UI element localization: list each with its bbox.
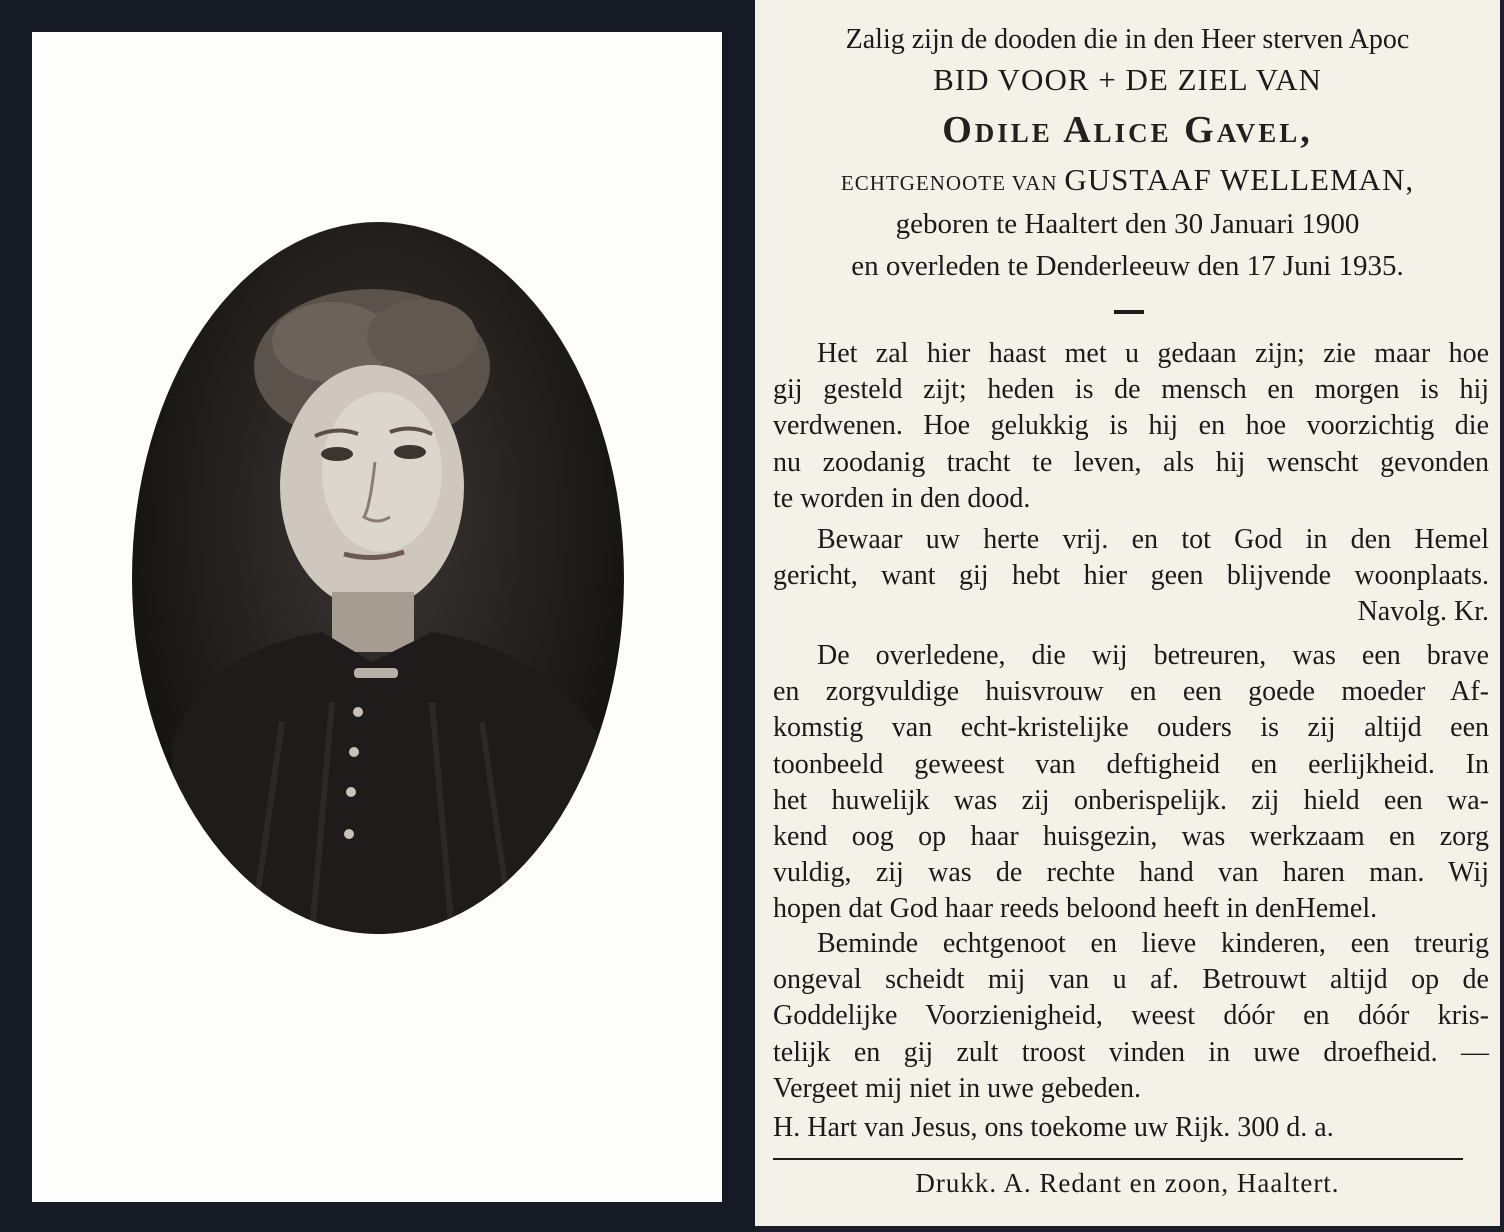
- portrait-mount: [32, 32, 722, 1202]
- closing-prayer: H. Hart van Jesus, ons toekome uw Rijk. 300 d. a.: [773, 1112, 1334, 1143]
- text-line: toonbeeld geweest van deftigheid en eerlijkheid. In: [773, 748, 1489, 780]
- text-line: hopen dat God haar reeds beloond heeft in denHemel.: [773, 893, 1378, 925]
- spouse-prefix: ECHTGENOOTE VAN: [840, 171, 1058, 195]
- quote-source: Navolg. Kr.: [1357, 596, 1489, 628]
- printer-credit: Drukk. A. Redant en zoon, Haaltert.: [915, 1168, 1340, 1198]
- text-line: gij gesteld zijt; heden is de mensch en morgen is hij: [773, 374, 1489, 406]
- text-line: gericht, want gij hebt hier geen blijvende woonplaats.: [773, 560, 1489, 592]
- text-line: Vergeet mij niet in uwe gebeden.: [773, 1072, 1142, 1104]
- text-line: ongeval scheidt mij van u af. Betrouwt altijd op de: [773, 964, 1489, 996]
- portrait-photo-image: [132, 222, 624, 934]
- card-border-bottom: [755, 1226, 1504, 1232]
- spouse-name: GUSTAAF WELLEMAN,: [1064, 162, 1415, 197]
- text-line: het huwelijk was zij onberispelijk. zij hield een wa-: [773, 784, 1489, 816]
- text-line: Beminde echtgenoot en lieve kinderen, een treurig: [817, 928, 1489, 959]
- text-line: Bewaar uw herte vrij. en tot God in den Hemel: [817, 524, 1489, 555]
- text-line: te worden in den dood.: [773, 482, 1031, 514]
- horizontal-rule: [773, 1158, 1463, 1160]
- memorial-text-card: [755, 0, 1504, 1232]
- portrait-photo: [132, 222, 624, 934]
- text-line: De overledene, die wij betreuren, was een brave: [817, 640, 1489, 671]
- text-line: Het zal hier haast met u gedaan zijn; zie maar hoe: [817, 338, 1489, 369]
- text-line: nu zoodanig tracht te leven, als hij wenscht gevonden: [773, 446, 1489, 478]
- text-line: verdwenen. Hoe gelukkig is hij en hoe voorzichtig die: [773, 410, 1489, 442]
- paragraph-imitation: [773, 522, 1489, 631]
- paragraph-eulogy: [773, 638, 1489, 928]
- text-line: Goddelijke Voorzienigheid, weest dóór en dóór kris-: [773, 1000, 1489, 1032]
- separator-dash: [1114, 310, 1144, 314]
- text-line: kend oog op haar huisgezin, was werkzaam en zorg: [773, 821, 1489, 853]
- paragraph-farewell: [773, 926, 1489, 1107]
- text-line: en zorgvuldige huisvrouw en een goede moeder Af-: [773, 676, 1489, 708]
- text-line: telijk en gij zult troost vinden in uwe droefheid. —: [773, 1036, 1489, 1068]
- scripture-heading: Zalig zijn de dooden die in den Heer sterven Apoc: [845, 24, 1410, 55]
- paragraph-scripture: [773, 336, 1489, 517]
- text-line: vuldig, zij was de rechte hand van haren man. Wij: [773, 857, 1489, 889]
- birth-line: geboren te Haaltert den 30 Januari 1900: [895, 208, 1360, 240]
- deceased-name: Odile Alice Gavel,: [942, 109, 1313, 151]
- prayer-heading: BID VOOR + DE ZIEL VAN: [933, 62, 1322, 97]
- spouse-line: [755, 162, 1500, 198]
- card-border: [1500, 0, 1504, 1232]
- death-line: en overleden te Denderleeuw den 17 Juni 1935.: [851, 250, 1404, 282]
- text-line: komstig van echt-kristelijke ouders is zij altijd een: [773, 712, 1489, 744]
